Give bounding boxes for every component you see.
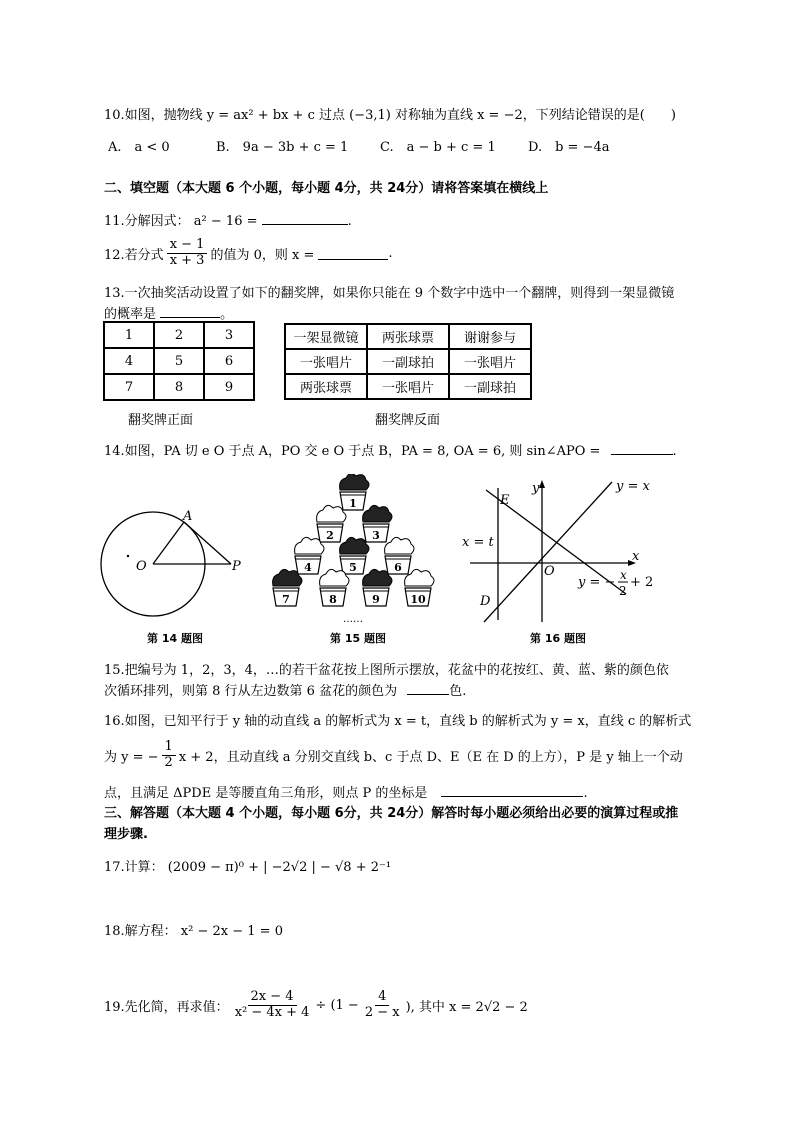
flower-icon (385, 537, 414, 554)
card-front-cell: 6 (204, 348, 254, 374)
label-origin: O (544, 564, 555, 579)
figure-15-caption: 第 15 题图 (330, 632, 386, 645)
flower-pot (273, 569, 302, 606)
question-14-text: 14.如图，PA 切 e O 于点 A，PO 交 e O 于点 B，PA = 8, OA = 6, 则 sin∠APO = (104, 444, 601, 459)
card-back-cell: 两张球票 (285, 374, 367, 399)
label-e: E (500, 493, 510, 508)
label-a: A (183, 509, 193, 524)
card-front-cell: 5 (154, 348, 204, 374)
fraction-19-a-numerator: 2x − 4 (248, 990, 297, 1006)
pot-number: 3 (372, 529, 380, 542)
flower-pot (295, 537, 324, 574)
fraction-12-denominator: x + 3 (169, 252, 205, 268)
answer-blank-13[interactable] (160, 305, 220, 318)
answer-blank-11[interactable] (262, 212, 348, 225)
segment-ap (184, 522, 231, 564)
card-front-row (104, 374, 254, 400)
dots: …… (343, 614, 363, 624)
flower-icon (273, 569, 302, 586)
option-b: B. 9a − 3b + c = 1 (216, 140, 349, 155)
flower-pot (340, 474, 369, 510)
card-back-cell: 一张唱片 (285, 349, 367, 374)
question-12 (104, 238, 393, 269)
question-13-tail: 。 (220, 307, 234, 322)
label-o: O (136, 559, 147, 574)
card-back-row (285, 374, 531, 399)
pot-number: 8 (329, 593, 337, 606)
question-19-pre: 19.先化简，再求值： (104, 999, 229, 1015)
flower-icon (320, 569, 349, 586)
dot (127, 555, 129, 557)
flower-icon (340, 537, 369, 554)
card-front-cell: 4 (104, 348, 154, 374)
question-12-post: 的值为 0，则 x = (210, 247, 315, 263)
fraction-19-a-denominator: x² − 4x + 4 (234, 1004, 310, 1020)
flower-pot (405, 569, 434, 606)
question-17: 17.计算： (2009 − π)⁰ + | −2√2 | − √8 + 2⁻¹ (104, 860, 392, 875)
card-back-row (285, 324, 531, 349)
label-x-equals-t: x = t (462, 535, 494, 550)
question-16-line3-text: 点，且满足 ΔPDE 是等腰直角三角形，则点 P 的坐标是 (104, 786, 428, 801)
flower-icon (340, 474, 369, 490)
card-front-row (104, 348, 254, 374)
question-19-mid: ÷ (1 − (315, 997, 359, 1013)
answer-blank-12[interactable] (318, 247, 388, 260)
card-back-cell: 一张唱片 (367, 374, 449, 399)
pot-number: 5 (349, 561, 357, 574)
card-back-cell: 两张球票 (367, 324, 449, 349)
card-front-cell: 2 (154, 322, 204, 348)
card-back-caption: 翻奖牌反面 (375, 413, 441, 428)
label-y-line-c-post: + 2 (630, 575, 654, 590)
card-back-cell: 一张唱片 (449, 349, 531, 374)
pot-number: 9 (372, 593, 380, 606)
card-front-cell: 8 (154, 374, 204, 400)
card-front-caption: 翻奖牌正面 (128, 413, 194, 428)
figure-16-caption: 第 16 题图 (530, 632, 586, 645)
answer-blank-15[interactable] (407, 682, 449, 695)
question-14 (104, 440, 677, 459)
question-13-line2-text: 的概率是 (104, 307, 157, 322)
y-axis-arrow (539, 480, 545, 488)
section-3-heading-line1: 三、解答题（本大题 4 个小题，每小题 6分，共 24分）解答时每小题必须给出必要的演算过程或推 (104, 806, 679, 821)
flower-pot (340, 537, 369, 574)
question-15-line2-text: 次循环排列，则第 8 行从左边数第 6 盆花的颜色为 (104, 684, 398, 699)
question-15-line2 (104, 680, 466, 699)
figure-14-caption: 第 14 题图 (147, 632, 203, 645)
card-front-cell: 3 (204, 322, 254, 348)
question-11 (104, 210, 352, 229)
question-18: 18.解方程： x² − 2x − 1 = 0 (104, 924, 283, 939)
card-front-cell: 1 (104, 322, 154, 348)
option-a: A. a < 0 (108, 140, 170, 155)
label-y-equals-x: y = x (616, 479, 650, 494)
card-back-cell: 谢谢参与 (449, 324, 531, 349)
label-y-line-c-den: 2 (619, 584, 627, 598)
question-15-line1: 15.把编号为 1，2，3，4，…的若干盆花按上图所示摆放，花盆中的花按红、黄、蓝、紫的颜色依 (104, 663, 669, 678)
fraction-12-numerator: x − 1 (167, 238, 208, 254)
section-3-heading-line2: 理步骤. (104, 827, 148, 842)
answer-blank-14[interactable] (611, 442, 673, 455)
question-12-pre: 12.若分式 (104, 247, 164, 263)
label-p: P (232, 559, 241, 574)
option-c: C. a − b + c = 1 (380, 140, 496, 155)
flower-pot (317, 505, 346, 542)
pot-number: 7 (282, 593, 290, 606)
label-x-axis: x (632, 549, 640, 564)
flower-icon (317, 505, 346, 522)
question-13-line2 (104, 303, 233, 322)
card-back-table (284, 323, 532, 400)
fraction-19-a (232, 990, 313, 1021)
answer-blank-16[interactable] (441, 784, 583, 797)
figure-16 (456, 474, 656, 624)
section-2-heading: 二、填空题（本大题 6 个小题，每小题 4分，共 24分）请将答案填在横线上 (104, 181, 549, 196)
card-back-cell: 一副球拍 (449, 374, 531, 399)
flower-icon (405, 569, 434, 586)
fraction-19-b-numerator: 4 (375, 990, 389, 1006)
fraction-19-b-denominator: 2 − x (364, 1004, 400, 1020)
label-y-line-c-pre: y = − (578, 575, 616, 590)
flower-pots (273, 474, 434, 606)
label-y-line-c-num: x (620, 568, 627, 582)
question-11-text: 11.分解因式： a² − 16 = (104, 214, 258, 229)
flower-pot (363, 505, 392, 542)
flower-pot (385, 537, 414, 574)
question-10: 10.如图，抛物线 y = ax² + bx + c 过点 (−3,1) 对称轴为直线 x = −2，下列结论错误的是( ) (104, 108, 676, 123)
question-16-line2-pre: 为 y = − (104, 749, 159, 765)
card-front-cell: 7 (104, 374, 154, 400)
segment-oa (153, 522, 184, 564)
question-16-line2-post: x + 2，且动直线 a 分别交直线 b、c 于点 D、E（E 在 D 的上方），P 是 y 轴上一个动 (178, 749, 683, 765)
pot-number: 1 (349, 497, 357, 510)
card-back-row (285, 349, 531, 374)
flower-pot (320, 569, 349, 606)
flower-icon (363, 505, 392, 522)
card-back-cell: 一架显微镜 (285, 324, 367, 349)
card-front-row (104, 322, 254, 348)
figure-15 (268, 474, 438, 624)
question-19 (104, 990, 528, 1021)
pot-number: 6 (394, 561, 402, 574)
label-d: D (480, 594, 491, 609)
question-12-tail: . (388, 245, 393, 261)
question-11-tail: . (347, 214, 352, 229)
pot-number: 2 (326, 529, 334, 542)
fraction-16-denominator: 2 (164, 754, 173, 770)
label-y-axis: y (532, 481, 540, 496)
fraction-16-numerator: 1 (162, 740, 176, 756)
fraction-19-b (362, 990, 403, 1021)
question-16-tail: . (583, 786, 588, 801)
card-front-table (103, 321, 255, 401)
flower-pot (363, 569, 392, 606)
question-16-line2 (104, 740, 683, 771)
fraction-16 (162, 740, 176, 771)
question-15-tail: 色. (449, 684, 467, 699)
flower-icon (295, 537, 324, 554)
flower-icon (363, 569, 392, 586)
question-16-line1: 16.如图，已知平行于 y 轴的动直线 a 的解析式为 x = t，直线 b 的解析式为 y = x，直线 c 的解析式 (104, 714, 692, 729)
question-16-line3 (104, 782, 588, 801)
pot-number: 4 (304, 561, 312, 574)
option-d: D. b = −4a (528, 140, 610, 155)
card-back-cell: 一副球拍 (367, 349, 449, 374)
card-front-cell: 9 (204, 374, 254, 400)
question-19-post: ), 其中 x = 2√2 − 2 (405, 999, 528, 1015)
pot-number: 10 (410, 593, 426, 606)
question-13-line1: 13.一次抽奖活动设置了如下的翻奖牌，如果你只能在 9 个数字中选中一个翻牌，则得到一架显微镜 (104, 286, 675, 301)
fraction-12 (167, 238, 208, 269)
figure-14 (98, 502, 256, 624)
question-14-tail: . (672, 444, 677, 459)
